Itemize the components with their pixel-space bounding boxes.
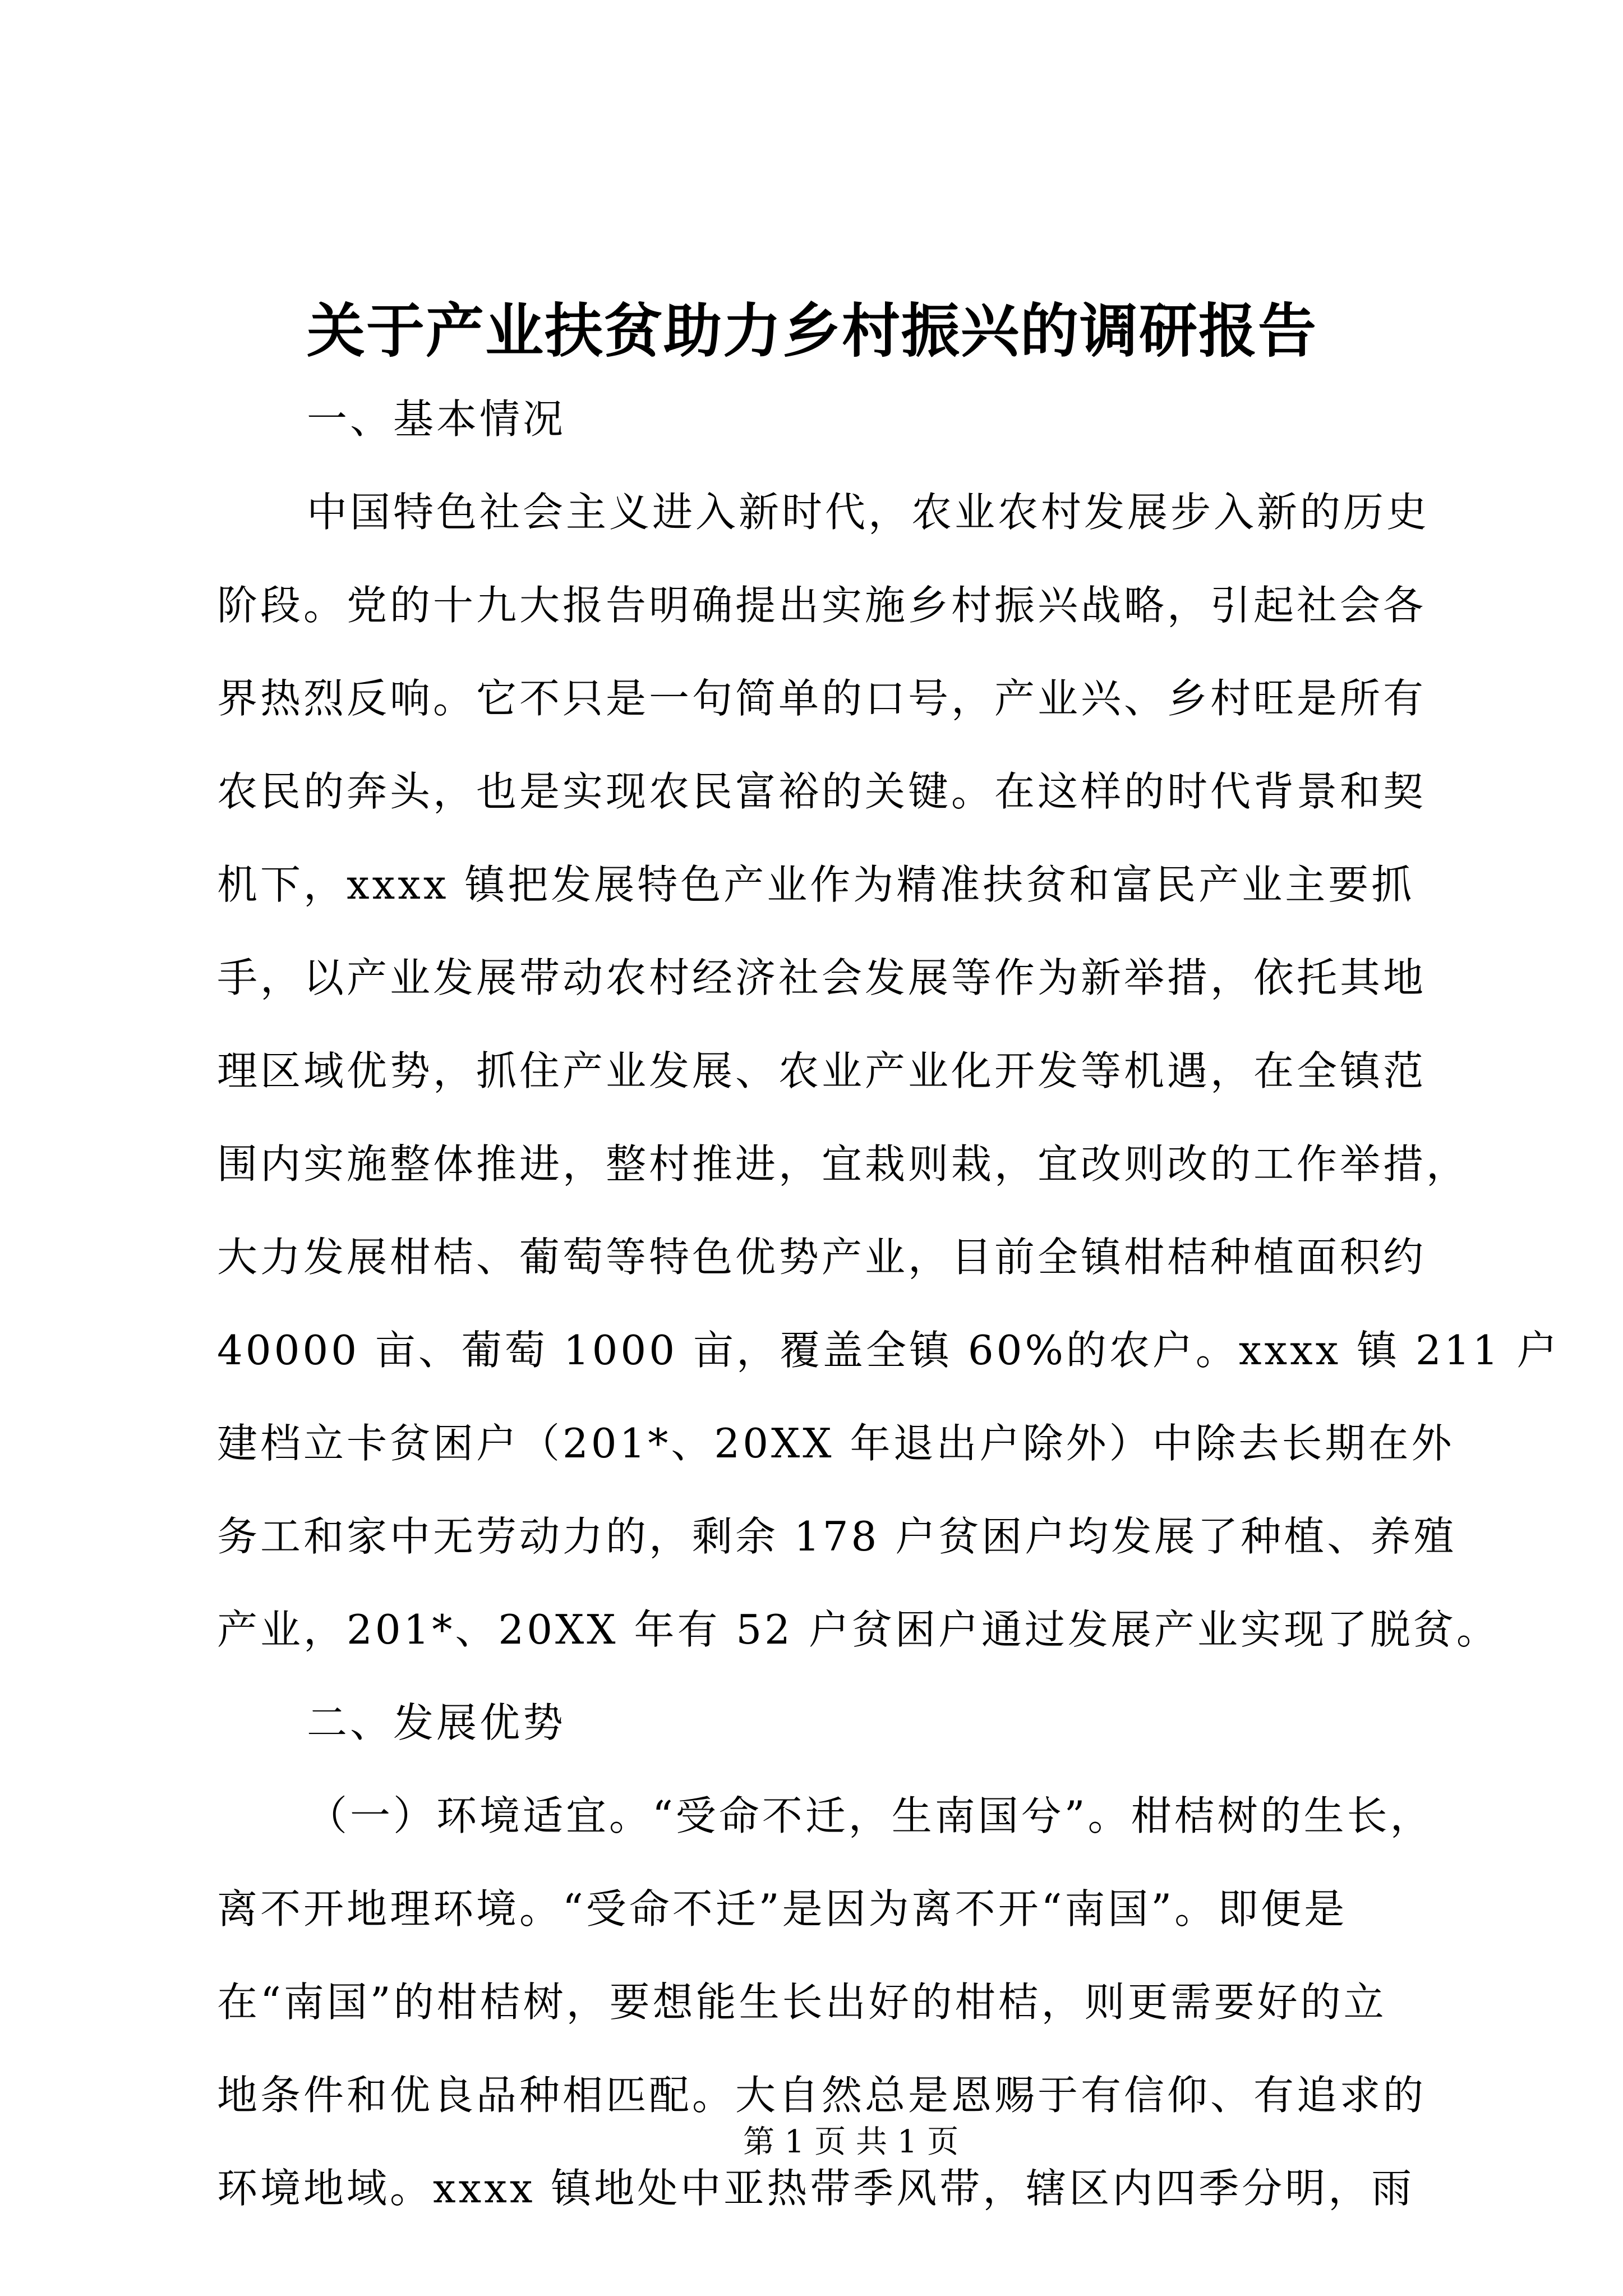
page-footer: 第 1 页 共 1 页	[743, 2124, 959, 2160]
paragraph-line: 务工和家中无劳动力的，剩余 178 户贫困户均发展了种植、养殖	[217, 1513, 1457, 1560]
section-heading: 一、基本情况	[307, 395, 566, 443]
paragraph-line: 中国特色社会主义进入新时代，农业农村发展步入新的历史	[307, 489, 1430, 536]
paragraph-line: 离不开地理环境。“受命不迁”是因为离不开“南国”。即便是	[217, 1885, 1348, 1932]
paragraph-line: 机下，xxxx 镇把发展特色产业作为精准扶贫和富民产业主要抓	[217, 861, 1415, 908]
paragraph-line: 阶段。党的十九大报告明确提出实施乡村振兴战略，引起社会各	[217, 582, 1427, 629]
paragraph-line: 大力发展柑桔、葡萄等特色优势产业，目前全镇柑桔种植面积约	[217, 1234, 1427, 1281]
paragraph-line: 围内实施整体推进，整村推进，宜栽则栽，宜改则改的工作举措，	[217, 1140, 1470, 1188]
paragraph-line: 在“南国”的柑桔树，要想能生长出好的柑桔，则更需要好的立	[217, 1978, 1387, 2026]
paragraph-line: 环境地域。xxxx 镇地处中亚热带季风带，辖区内四季分明，雨	[217, 2165, 1415, 2212]
paragraph-line: 40000 亩、葡萄 1000 亩，覆盖全镇 60%的农户。xxxx 镇 211 户	[217, 1327, 1560, 1374]
paragraph-line: 手，以产业发展带动农村经济社会发展等作为新举措，依托其地	[217, 954, 1427, 1001]
paragraph-line: 建档立卡贫困户（201*、20XX 年退出户除外）中除去长期在外	[217, 1420, 1455, 1467]
paragraph-line: 农民的奔头，也是实现农民富裕的关键。在这样的时代背景和契	[217, 768, 1427, 815]
section-heading: 二、发展优势	[307, 1699, 566, 1746]
paragraph-line: 理区域优势，抓住产业发展、农业产业化开发等机遇，在全镇范	[217, 1047, 1427, 1094]
paragraph-line: 界热烈反响。它不只是一句简单的口号，产业兴、乡村旺是所有	[217, 675, 1427, 722]
paragraph-line: 产业，201*、20XX 年有 52 户贫困户通过发展产业实现了脱贫。	[217, 1606, 1500, 1653]
paragraph-line: （一）环境适宜。“受命不迁，生南国兮”。柑桔树的生长，	[307, 1792, 1433, 1839]
paragraph-line: 地条件和优良品种相匹配。大自然总是恩赐于有信仰、有追求的	[217, 2072, 1427, 2119]
document-title: 关于产业扶贫助力乡村振兴的调研报告	[307, 296, 1318, 365]
